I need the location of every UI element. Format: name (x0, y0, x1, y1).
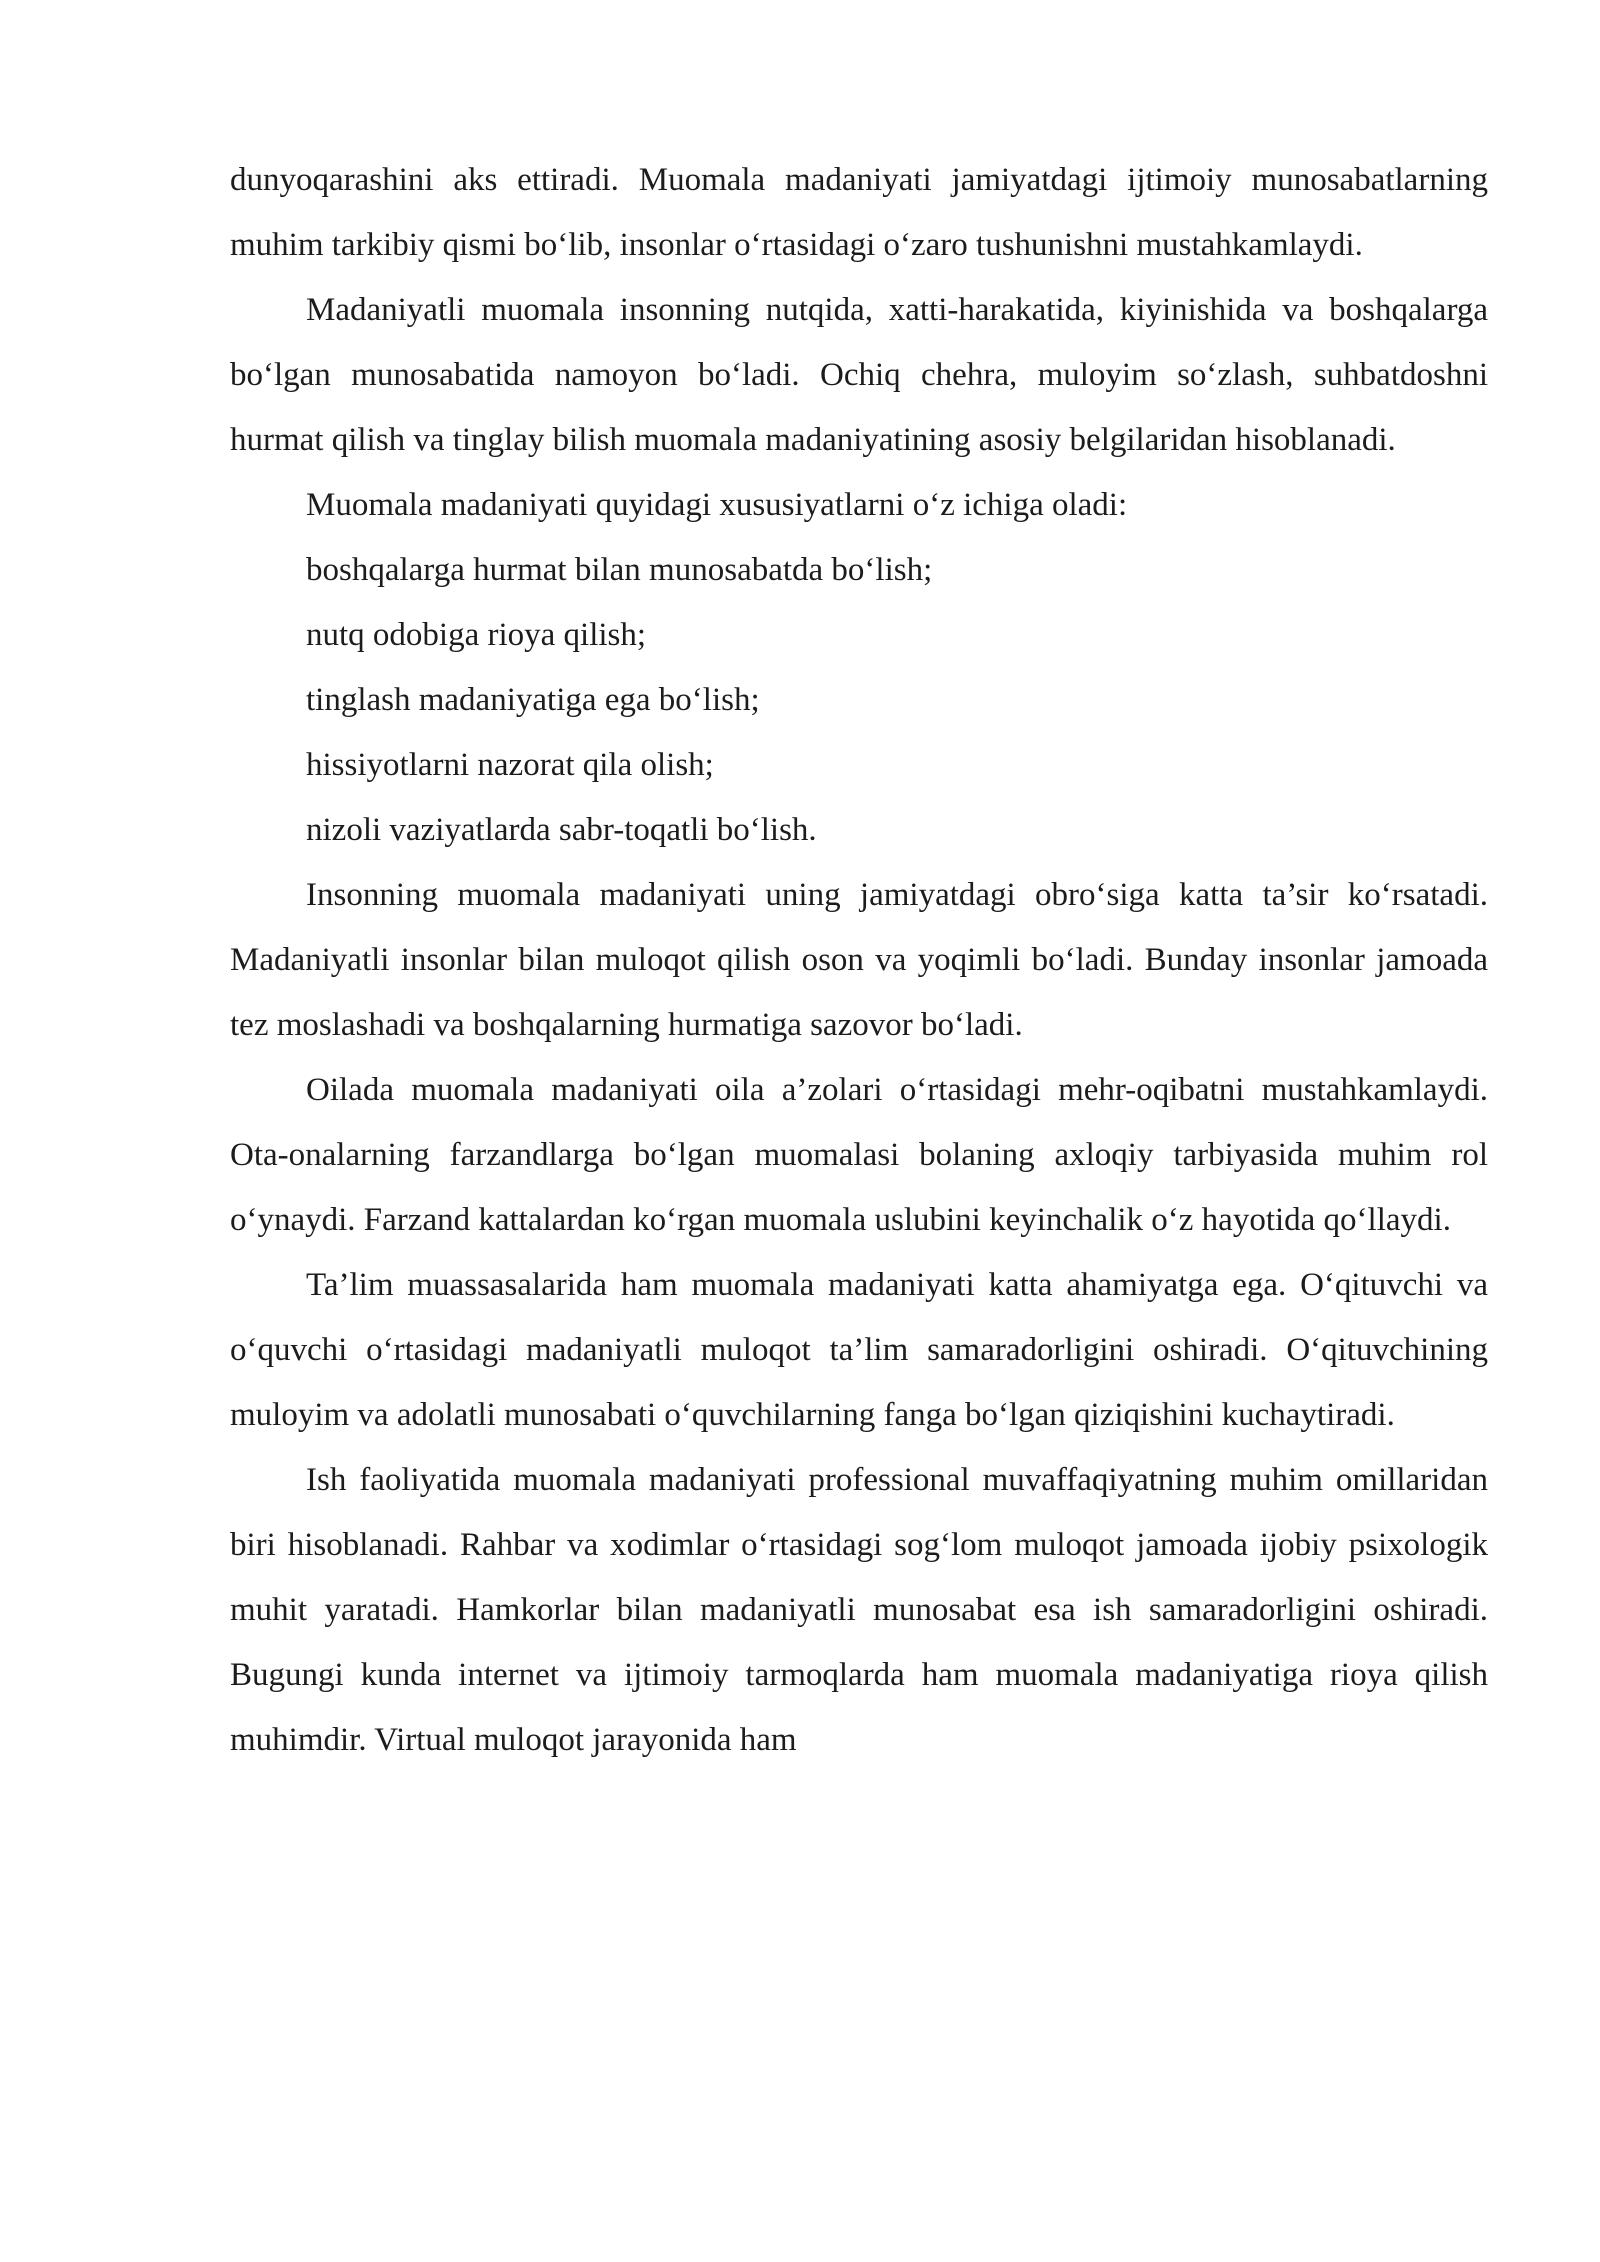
list-item: nutq odobiga rioya qilish; (306, 617, 647, 653)
document-page (230, 148, 1488, 1773)
list-item: hissiyotlarni nazorat qila olish; (306, 747, 714, 783)
list-item: nizoli vaziyatlarda sabr-toqatli bo‘lish. (306, 812, 817, 848)
features-list (230, 538, 1488, 863)
paragraph-family: Oilada muomala madaniyati oila a’zolari o‘rtasidagi mehr-oqibatni mustahkamlaydi. Ota-onalarning farzandlarga bo‘lgan muomalasi bolaning axloqiy tarbiyasida muhim rol o‘ynaydi. Farzand kattalardan ko‘rgan muomala uslubini keyinchalik o‘z hayotida qo‘llaydi. (230, 1072, 1488, 1238)
paragraph-education: Ta’lim muassasalarida ham muomala madaniyati katta ahamiyatga ega. O‘qituvchi va o‘quvchi o‘rtasidagi madaniyatli muloqot ta’lim samaradorligini oshiradi. O‘qituvchining muloyim va adolatli munosabati o‘quvchilarning fanga bo‘lgan qiziqishini kuchaytiradi. (230, 1267, 1488, 1433)
paragraph-list-intro: Muomala madaniyati quyidagi xususiyatlarni o‘z ichiga oladi: (306, 487, 1128, 523)
list-item: tinglash madaniyatiga ega bo‘lish; (306, 682, 760, 718)
paragraph-work: Ish faoliyatida muomala madaniyati professional muvaffaqiyatning muhim omillaridan biri hisoblanadi. Rahbar va xodimlar o‘rtasidagi sog‘lom muloqot jamoada ijobiy psixologik muhit yaratadi. Hamkorlar bilan madaniyatli munosabat esa ish samaradorligini oshiradi. Bugungi kunda internet va ijtimoiy tarmoqlarda ham muomala madaniyatiga rioya qilish muhimdir. Virtual muloqot jarayonida ham (230, 1462, 1488, 1758)
paragraph-cultured-communication: Madaniyatli muomala insonning nutqida, xatti-harakatida, kiyinishida va boshqalarga bo‘lgan munosabatida namoyon bo‘ladi. Ochiq chehra, muloyim so‘zlash, suhbatdoshni hurmat qilish va tinglay bilish muomala madaniyatining asosiy belgilaridan hisoblanadi. (230, 292, 1488, 458)
list-item: boshqalarga hurmat bilan munosabatda bo‘lish; (306, 552, 933, 588)
paragraph-continuation: dunyoqarashini aks ettiradi. Muomala madaniyati jamiyatdagi ijtimoiy munosabatlarning muhim tarkibiy qismi bo‘lib, insonlar o‘rtasidagi o‘zaro tushunishni mustahkamlaydi. (230, 162, 1488, 263)
paragraph-reputation: Insonning muomala madaniyati uning jamiyatdagi obro‘siga katta ta’sir ko‘rsatadi. Madaniyatli insonlar bilan muloqot qilish oson va yoqimli bo‘ladi. Bunday insonlar jamoada tez moslashadi va boshqalarning hurmatiga sazovor bo‘ladi. (230, 877, 1488, 1043)
